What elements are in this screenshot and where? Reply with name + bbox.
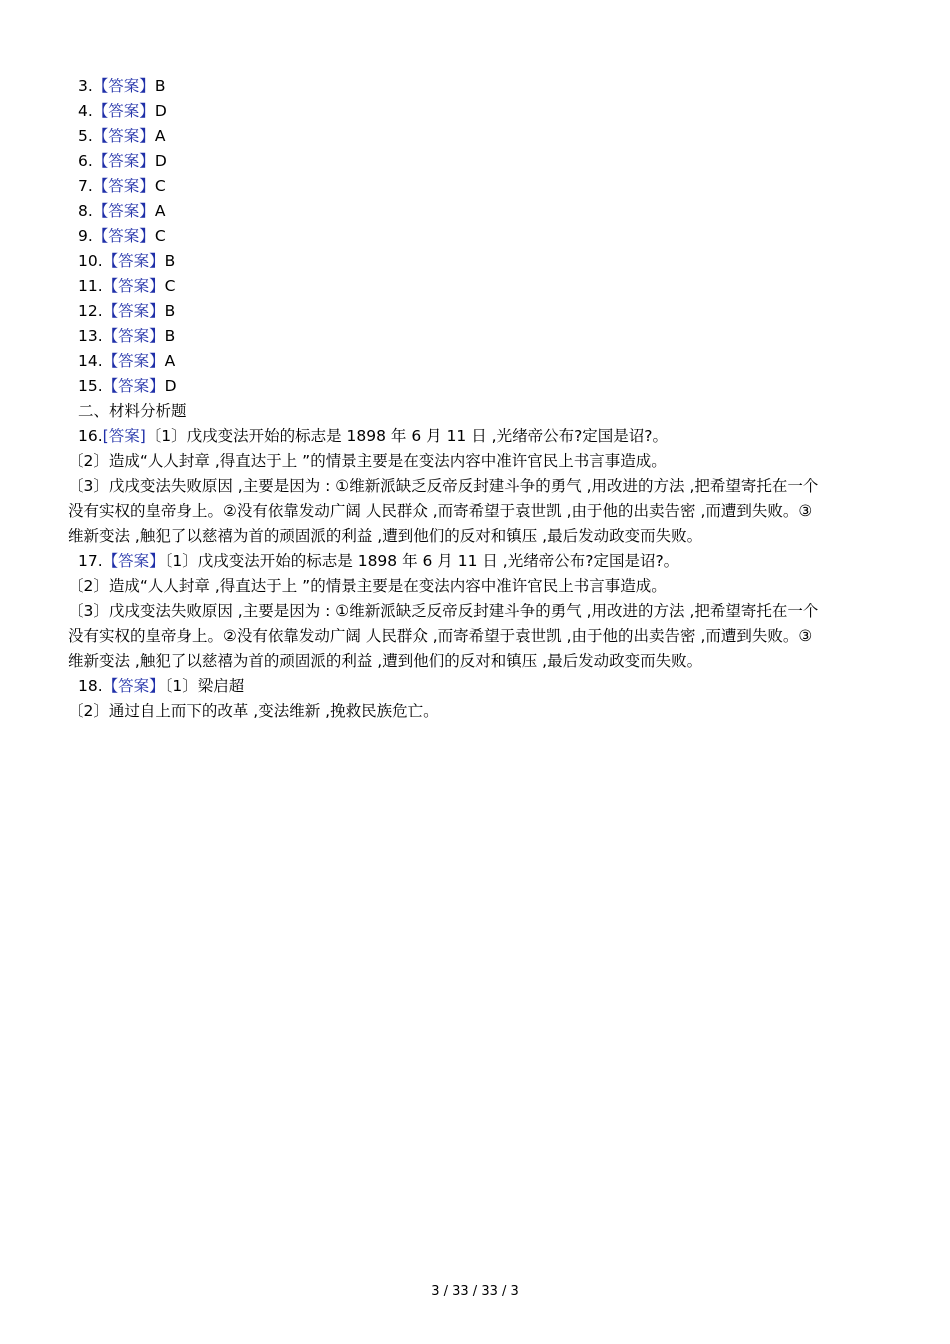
answer-value: B [154,77,166,95]
answer-number: 9. [78,227,93,245]
answer-row [68,149,888,174]
answer-number: 11. [78,277,103,295]
answer-tag: 【答案】 [102,377,165,395]
answer-number: 10. [78,252,103,270]
answer-content [68,74,888,724]
q18-answer-tag: 【答案】 [102,677,165,695]
answer-tag: 【答案】 [102,352,165,370]
q17-part3-c: 维新变法 ,触犯了以慈禧为首的顽固派的利益 ,遭到他们的反对和镇压 ,最后发动政变而失败。 [68,652,703,670]
section-title: 二、材料分析题 [78,402,187,420]
q16-answer-tag: [答案] [102,427,146,445]
answer-row [68,324,888,349]
q16-line1 [68,424,888,449]
answer-value: D [154,152,167,170]
answer-number: 4. [78,102,93,120]
answer-row [68,374,888,399]
q16-part3-b: 没有实权的皇帝身上。②没有依靠发动广阔 人民群众 ,而寄希望于袁世凯 ,由于他的出卖告密 ,而遭到失败。③ [68,502,813,520]
q18-part2: 〔2〕通过自上而下的改革 ,变法维新 ,挽救民族危亡。 [68,702,439,720]
answer-tag: 【答案】 [102,277,165,295]
answer-value: A [164,352,176,370]
answer-row [68,299,888,324]
answer-row [68,99,888,124]
answer-tag: 【答案】 [92,127,155,145]
q16-part1: 〔1〕戊戌变法开始的标志是 1898 年 6 月 11 日 ,光绪帝公布?定国是诏?。 [145,427,669,445]
q18-line1 [68,674,888,699]
question-17 [68,549,888,674]
q18-number: 18. [78,677,103,695]
question-18 [68,674,888,724]
q16-number: 16. [78,427,103,445]
answer-row [68,199,888,224]
q17-part2: 〔2〕造成“人人封章 ,得直达于上 ”的情景主要是在变法内容中准许官民上书言事造成。 [68,577,667,595]
q17-number: 17. [78,552,103,570]
answer-value: A [154,202,166,220]
q17-part3-a: 〔3〕戊戌变法失败原因 ,主要是因为 : ①维新派缺乏反帝反封建斗争的勇气 ,用改进的方法 ,把希望寄托在一个 [68,602,819,620]
answer-number: 6. [78,152,93,170]
answer-tag: 【答案】 [102,327,165,345]
answer-list [68,74,888,399]
answer-number: 13. [78,327,103,345]
q16-part2: 〔2〕造成“人人封章 ,得直达于上 ”的情景主要是在变法内容中准许官民上书言事造成。 [68,452,667,470]
page-footer: 3 / 33 / 33 / 3 [431,1284,519,1299]
answer-row [68,74,888,99]
q16-part3-c: 维新变法 ,触犯了以慈禧为首的顽固派的利益 ,遭到他们的反对和镇压 ,最后发动政变而失败。 [68,527,703,545]
answer-tag: 【答案】 [92,102,155,120]
q17-answer-tag: 【答案】 [102,552,165,570]
answer-row [68,249,888,274]
q16-part3-a: 〔3〕戊戌变法失败原因 ,主要是因为 : ①维新派缺乏反帝反封建斗争的勇气 ,用改进的方法 ,把希望寄托在一个 [68,477,819,495]
answer-row [68,124,888,149]
answer-number: 15. [78,377,103,395]
answer-number: 3. [78,77,93,95]
answer-tag: 【答案】 [102,252,165,270]
answer-value: C [164,277,176,295]
answer-row [68,274,888,299]
question-16 [68,424,888,549]
answer-value: C [154,227,166,245]
answer-value: D [164,377,177,395]
q18-part1: 〔1〕梁启超 [164,677,245,695]
answer-value: A [154,127,166,145]
q17-part1: 〔1〕戊戌变法开始的标志是 1898 年 6 月 11 日 ,光绪帝公布?定国是诏?。 [164,552,680,570]
answer-value: B [164,327,176,345]
answer-number: 5. [78,127,93,145]
answer-number: 7. [78,177,93,195]
answer-number: 12. [78,302,103,320]
answer-tag: 【答案】 [102,302,165,320]
q17-line1 [68,549,888,574]
answer-value: D [154,102,167,120]
answer-value: C [154,177,166,195]
answer-row [68,224,888,249]
answer-tag: 【答案】 [92,177,155,195]
answer-value: B [164,252,176,270]
answer-tag: 【答案】 [92,77,155,95]
answer-number: 8. [78,202,93,220]
answer-row [68,349,888,374]
q17-part3-b: 没有实权的皇帝身上。②没有依靠发动广阔 人民群众 ,而寄希望于袁世凯 ,由于他的出卖告密 ,而遭到失败。③ [68,627,813,645]
answer-value: B [164,302,176,320]
answer-row [68,174,888,199]
answer-number: 14. [78,352,103,370]
answer-tag: 【答案】 [92,202,155,220]
answer-tag: 【答案】 [92,152,155,170]
answer-tag: 【答案】 [92,227,155,245]
